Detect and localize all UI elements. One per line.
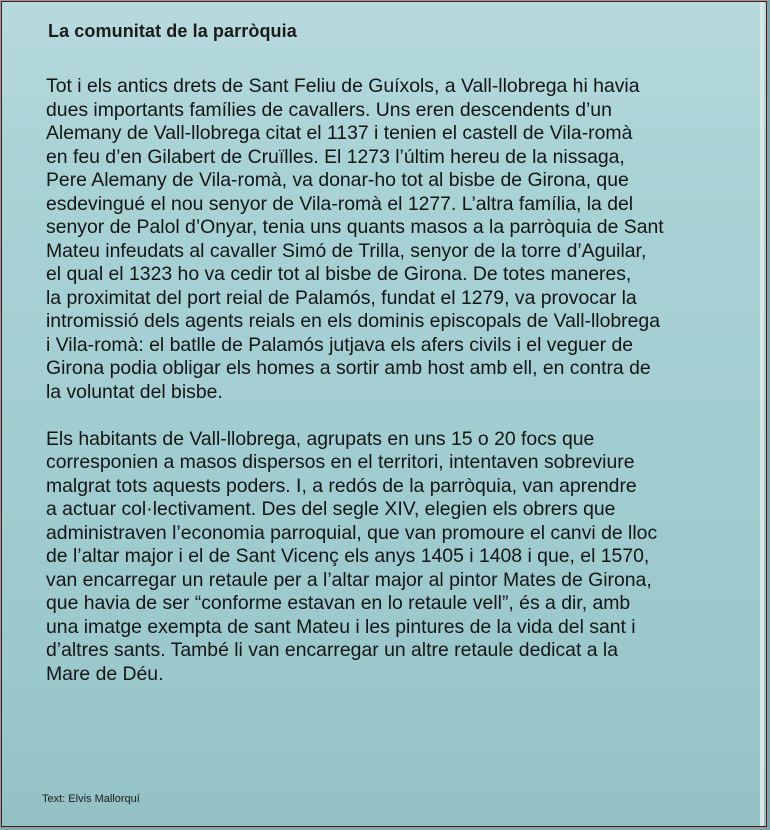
text-line: el qual el 1323 ho va cedir tot al bisbe de Girona. De totes maneres,: [46, 263, 632, 285]
text-line: a actuar col·lectivament. Des del segle XIV, elegien els obrers que: [46, 498, 616, 520]
text-line: que havia de ser “conforme estavan en lo retaule vell”, és a dir, amb: [46, 592, 631, 614]
text-line: Pere Alemany de Vila-romà, va donar-ho tot al bisbe de Girona, que: [46, 169, 629, 191]
text-line: corresponien a masos dispersos en el territori, intentaven sobreviure: [46, 451, 635, 473]
text-line: Alemany de Vall-llobrega citat el 1137 i tenien el castell de Vila-romà: [46, 122, 633, 144]
text-line: la voluntat del bisbe.: [46, 380, 223, 403]
text-line: van encarregar un retaule per a l’altar major al pintor Mates de Girona,: [46, 568, 652, 591]
text-line: dues importants famílies de cavallers. Uns eren descendents d’un: [46, 98, 612, 121]
text-line: Mateu infeudats al cavaller Simó de Trilla, senyor de la torre d’Aguilar,: [46, 239, 647, 262]
text-line: esdevingué el nou senyor de Vila-romà el 1277. L’altra família, la del: [46, 192, 634, 215]
paragraph-1: [46, 75, 746, 404]
text-line: Mare de Déu.: [46, 662, 164, 685]
author-credit: Text: Elvis Mallorquí: [42, 793, 140, 805]
text-line: malgrat tots aquests poders. I, a redós de la parròquia, van aprendre: [46, 474, 637, 497]
text-line: intromissió dels agents reials en els dominis episcopals de Vall-llobrega: [46, 310, 660, 332]
paragraph-2: [46, 428, 746, 687]
text-line: la proximitat del port reial de Palamós, fundat el 1279, va provocar la: [46, 286, 637, 309]
text-line: administraven l’economia parroquial, que van promoure el canvi de lloc: [46, 521, 658, 544]
text-line: senyor de Palol d’Onyar, tenia uns quants masos a la parròquia de Sant: [46, 216, 664, 238]
text-line: de l’altar major i el de Sant Vicenç els anys 1405 i 1408 i que, el 1570,: [46, 545, 650, 567]
text-line: Els habitants de Vall-llobrega, agrupats en uns 15 o 20 focs que: [46, 427, 595, 450]
panel-edge: [760, 2, 764, 826]
text-line: una imatge exempta de sant Mateu i les pintures de la vida del sant i: [46, 615, 636, 638]
text-line: d’altres sants. També li van encarregar un altre retaule dedicat a la: [46, 639, 618, 661]
text-line: i Vila-romà: el batlle de Palamós jutjava els afers civils i el veguer de: [46, 333, 634, 356]
text-line: en feu d’en Gilabert de Cruïlles. El 1273 l’últim hereu de la nissaga,: [46, 145, 625, 168]
info-panel: [1, 1, 767, 827]
text-line: Girona podia obligar els homes a sortir amb host amb ell, en contra de: [46, 357, 651, 379]
panel-title: La comunitat de la parròquia: [48, 21, 297, 41]
panel-body: [46, 75, 746, 686]
text-line: Tot i els antics drets de Sant Feliu de Guíxols, a Vall-llobrega hi havia: [46, 75, 640, 97]
